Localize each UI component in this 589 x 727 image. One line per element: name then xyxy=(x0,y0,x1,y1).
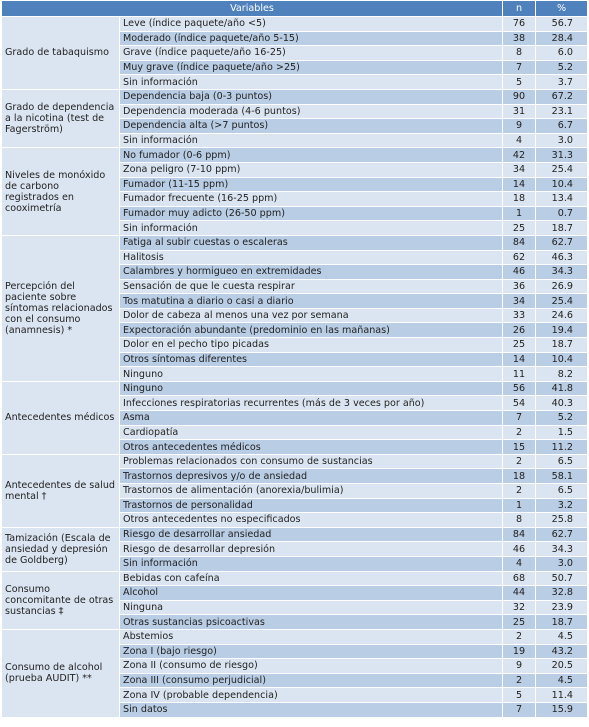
percent-cell: 3.0 xyxy=(536,556,588,571)
n-cell: 11 xyxy=(503,367,536,382)
percent-cell: 18.7 xyxy=(536,221,588,236)
n-cell: 31 xyxy=(503,104,536,119)
variable-cell: Otros síntomas diferentes xyxy=(120,352,503,367)
variable-cell: Dependencia alta (>7 puntos) xyxy=(120,119,503,134)
variable-cell: Expectoración abundante (predominio en las mañanas) xyxy=(120,323,503,338)
n-cell: 1 xyxy=(503,498,536,513)
n-cell: 42 xyxy=(503,148,536,163)
n-cell: 44 xyxy=(503,586,536,601)
variable-cell: Halitosis xyxy=(120,250,503,265)
variable-cell: Ninguno xyxy=(120,381,503,396)
variable-cell: Asma xyxy=(120,411,503,426)
variable-cell: Cardiopatía xyxy=(120,425,503,440)
percent-cell: 3.7 xyxy=(536,75,588,90)
percent-cell: 62.7 xyxy=(536,235,588,250)
percent-cell: 43.2 xyxy=(536,644,588,659)
variable-cell: Dependencia moderada (4-6 puntos) xyxy=(120,104,503,119)
variable-cell: Dependencia baja (0-3 puntos) xyxy=(120,89,503,104)
group-label: Consumo de alcohol (prueba AUDIT) ** xyxy=(2,629,120,717)
percent-cell: 31.3 xyxy=(536,148,588,163)
n-cell: 5 xyxy=(503,688,536,703)
variable-cell: Grave (índice paquete/año 16-25) xyxy=(120,46,503,61)
n-cell: 9 xyxy=(503,119,536,134)
header-percent: % xyxy=(536,1,588,17)
variable-cell: Bebidas con cafeína xyxy=(120,571,503,586)
percent-cell: 67.2 xyxy=(536,89,588,104)
table-row xyxy=(2,454,588,469)
variable-cell: Otros antecedentes no especificados xyxy=(120,513,503,528)
n-cell: 18 xyxy=(503,192,536,207)
variable-cell: Tos matutina a diario o casi a diario xyxy=(120,294,503,309)
percent-cell: 11.2 xyxy=(536,440,588,455)
percent-cell: 4.5 xyxy=(536,673,588,688)
n-cell: 2 xyxy=(503,454,536,469)
percent-cell: 28.4 xyxy=(536,31,588,46)
n-cell: 32 xyxy=(503,600,536,615)
variable-cell: Ninguno xyxy=(120,367,503,382)
percent-cell: 25.4 xyxy=(536,162,588,177)
variable-cell: Fumador muy adicto (26-50 ppm) xyxy=(120,206,503,221)
percent-cell: 18.7 xyxy=(536,338,588,353)
group-label: Niveles de monóxido de carbono registrados en cooximetría xyxy=(2,148,120,236)
percent-cell: 8.2 xyxy=(536,367,588,382)
n-cell: 7 xyxy=(503,702,536,717)
percent-cell: 3.0 xyxy=(536,133,588,148)
variable-cell: Sin información xyxy=(120,75,503,90)
percent-cell: 58.1 xyxy=(536,469,588,484)
group-label: Tamización (Escala de ansiedad y depresión de Goldberg) xyxy=(2,527,120,571)
variable-cell: Dolor de cabeza al menos una vez por semana xyxy=(120,308,503,323)
table-body xyxy=(2,17,588,718)
percent-cell: 40.3 xyxy=(536,396,588,411)
percent-cell: 18.7 xyxy=(536,615,588,630)
table-row xyxy=(2,89,588,104)
variable-cell: Leve (índice paquete/año <5) xyxy=(120,17,503,32)
variable-cell: Zona I (bajo riesgo) xyxy=(120,644,503,659)
n-cell: 38 xyxy=(503,31,536,46)
percent-cell: 10.4 xyxy=(536,352,588,367)
n-cell: 68 xyxy=(503,571,536,586)
n-cell: 25 xyxy=(503,615,536,630)
n-cell: 8 xyxy=(503,513,536,528)
n-cell: 4 xyxy=(503,556,536,571)
n-cell: 2 xyxy=(503,484,536,499)
header-variables: Variables xyxy=(2,1,503,17)
percent-cell: 4.5 xyxy=(536,629,588,644)
variable-cell: Fumador frecuente (16-25 ppm) xyxy=(120,192,503,207)
percent-cell: 32.8 xyxy=(536,586,588,601)
variable-cell: Riesgo de desarrollar depresión xyxy=(120,542,503,557)
percent-cell: 56.7 xyxy=(536,17,588,32)
percent-cell: 50.7 xyxy=(536,571,588,586)
variable-cell: Sin información xyxy=(120,221,503,236)
n-cell: 4 xyxy=(503,133,536,148)
percent-cell: 0.7 xyxy=(536,206,588,221)
n-cell: 33 xyxy=(503,308,536,323)
variable-cell: Fatiga al subir cuestas o escaleras xyxy=(120,235,503,250)
header-n: n xyxy=(503,1,536,17)
variable-cell: Muy grave (índice paquete/año >25) xyxy=(120,60,503,75)
n-cell: 5 xyxy=(503,75,536,90)
variable-cell: Moderado (índice paquete/año 5-15) xyxy=(120,31,503,46)
table-row xyxy=(2,629,588,644)
n-cell: 84 xyxy=(503,235,536,250)
percent-cell: 25.4 xyxy=(536,294,588,309)
percent-cell: 23.9 xyxy=(536,600,588,615)
variable-cell: Calambres y hormigueo en extremidades xyxy=(120,265,503,280)
n-cell: 2 xyxy=(503,673,536,688)
n-cell: 1 xyxy=(503,206,536,221)
group-label: Grado de dependencia a la nicotina (test de Fagerström) xyxy=(2,89,120,147)
percent-cell: 1.5 xyxy=(536,425,588,440)
variable-cell: Trastornos de personalidad xyxy=(120,498,503,513)
n-cell: 18 xyxy=(503,469,536,484)
percent-cell: 20.5 xyxy=(536,659,588,674)
n-cell: 76 xyxy=(503,17,536,32)
table-row xyxy=(2,235,588,250)
percent-cell: 5.2 xyxy=(536,411,588,426)
n-cell: 14 xyxy=(503,352,536,367)
variable-cell: Dolor en el pecho tipo picadas xyxy=(120,338,503,353)
variable-cell: No fumador (0-6 ppm) xyxy=(120,148,503,163)
n-cell: 34 xyxy=(503,294,536,309)
n-cell: 8 xyxy=(503,46,536,61)
n-cell: 90 xyxy=(503,89,536,104)
variable-cell: Zona III (consumo perjudicial) xyxy=(120,673,503,688)
n-cell: 15 xyxy=(503,440,536,455)
variable-cell: Zona IV (probable dependencia) xyxy=(120,688,503,703)
variable-cell: Ninguna xyxy=(120,600,503,615)
variable-cell: Problemas relacionados con consumo de sustancias xyxy=(120,454,503,469)
percent-cell: 34.3 xyxy=(536,265,588,280)
n-cell: 36 xyxy=(503,279,536,294)
group-label: Percepción del paciente sobre síntomas relacionados con el consumo (anamnesis) * xyxy=(2,235,120,381)
n-cell: 9 xyxy=(503,659,536,674)
variable-cell: Abstemios xyxy=(120,629,503,644)
table-header-row xyxy=(2,1,588,17)
percent-cell: 6.5 xyxy=(536,484,588,499)
n-cell: 7 xyxy=(503,60,536,75)
group-label: Antecedentes de salud mental † xyxy=(2,454,120,527)
n-cell: 84 xyxy=(503,527,536,542)
variable-cell: Zona II (consumo de riesgo) xyxy=(120,659,503,674)
n-cell: 2 xyxy=(503,425,536,440)
percent-cell: 5.2 xyxy=(536,60,588,75)
n-cell: 14 xyxy=(503,177,536,192)
n-cell: 46 xyxy=(503,265,536,280)
percent-cell: 3.2 xyxy=(536,498,588,513)
variable-cell: Sin datos xyxy=(120,702,503,717)
percent-cell: 62.7 xyxy=(536,527,588,542)
percent-cell: 46.3 xyxy=(536,250,588,265)
percent-cell: 6.0 xyxy=(536,46,588,61)
variable-cell: Trastornos depresivos y/o de ansiedad xyxy=(120,469,503,484)
table-row xyxy=(2,381,588,396)
percent-cell: 6.7 xyxy=(536,119,588,134)
n-cell: 54 xyxy=(503,396,536,411)
n-cell: 7 xyxy=(503,411,536,426)
percent-cell: 24.6 xyxy=(536,308,588,323)
percent-cell: 15.9 xyxy=(536,702,588,717)
variable-cell: Sin información xyxy=(120,133,503,148)
n-cell: 62 xyxy=(503,250,536,265)
n-cell: 25 xyxy=(503,338,536,353)
table-row xyxy=(2,571,588,586)
n-cell: 2 xyxy=(503,629,536,644)
variable-cell: Sensación de que le cuesta respirar xyxy=(120,279,503,294)
variable-cell: Alcohol xyxy=(120,586,503,601)
percent-cell: 19.4 xyxy=(536,323,588,338)
group-label: Grado de tabaquismo xyxy=(2,17,120,90)
percent-cell: 23.1 xyxy=(536,104,588,119)
n-cell: 26 xyxy=(503,323,536,338)
percent-cell: 34.3 xyxy=(536,542,588,557)
group-label: Consumo concomitante de otras sustancias ‡ xyxy=(2,571,120,629)
variable-cell: Sin información xyxy=(120,556,503,571)
variable-cell: Otras sustancias psicoactivas xyxy=(120,615,503,630)
variable-cell: Fumador (11-15 ppm) xyxy=(120,177,503,192)
table-row xyxy=(2,17,588,32)
variable-cell: Infecciones respiratorias recurrentes (más de 3 veces por año) xyxy=(120,396,503,411)
n-cell: 19 xyxy=(503,644,536,659)
percent-cell: 26.9 xyxy=(536,279,588,294)
percent-cell: 10.4 xyxy=(536,177,588,192)
group-label: Antecedentes médicos xyxy=(2,381,120,454)
variable-cell: Trastornos de alimentación (anorexia/bulimia) xyxy=(120,484,503,499)
percent-cell: 13.4 xyxy=(536,192,588,207)
percent-cell: 6.5 xyxy=(536,454,588,469)
n-cell: 34 xyxy=(503,162,536,177)
n-cell: 25 xyxy=(503,221,536,236)
percent-cell: 11.4 xyxy=(536,688,588,703)
n-cell: 46 xyxy=(503,542,536,557)
n-cell: 56 xyxy=(503,381,536,396)
table-row xyxy=(2,527,588,542)
table-row xyxy=(2,148,588,163)
variable-cell: Riesgo de desarrollar ansiedad xyxy=(120,527,503,542)
variable-cell: Otros antecedentes médicos xyxy=(120,440,503,455)
percent-cell: 25.8 xyxy=(536,513,588,528)
variables-table xyxy=(1,0,588,718)
variable-cell: Zona peligro (7-10 ppm) xyxy=(120,162,503,177)
percent-cell: 41.8 xyxy=(536,381,588,396)
